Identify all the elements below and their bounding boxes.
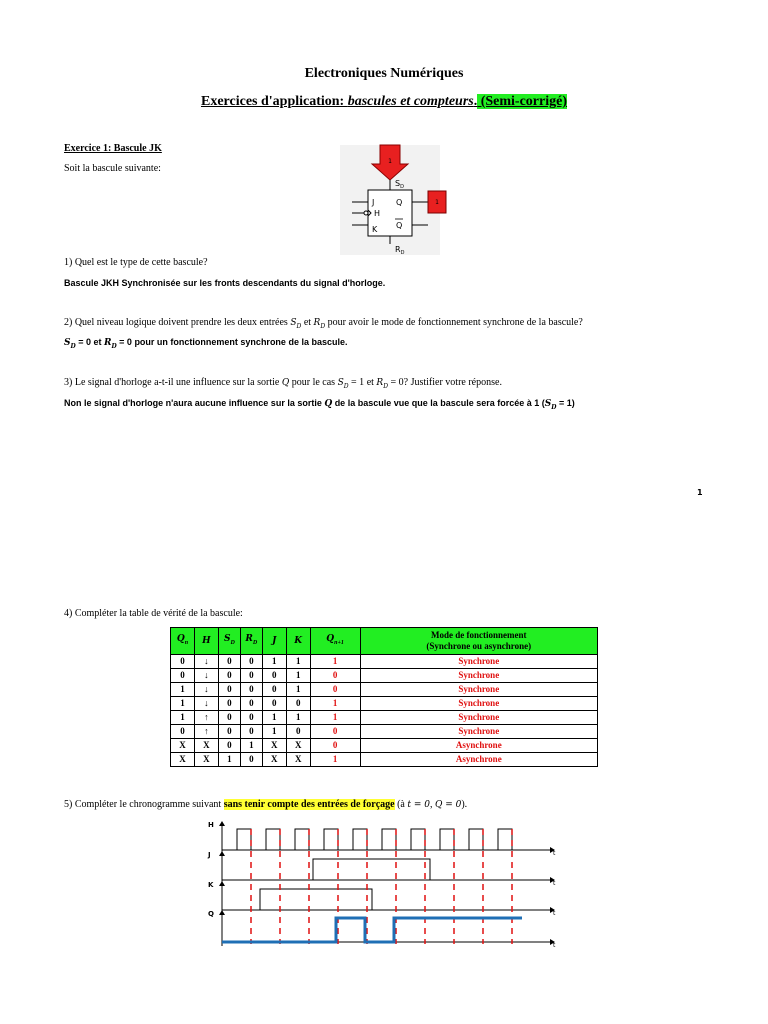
table-cell: ↓ [194, 683, 218, 697]
q2-et: et [301, 317, 314, 328]
table-cell: ↓ [194, 669, 218, 683]
table-cell: X [286, 739, 310, 753]
q5-t: t = 0 [407, 800, 430, 810]
label-rd: $R_D$ [395, 245, 405, 256]
answer-2 [64, 336, 347, 353]
table-cell: 0 [240, 725, 262, 739]
time-label: t [553, 910, 556, 917]
q2-text-b: pour avoir le mode de fonctionnement synchrone de la bascule? [325, 317, 583, 328]
table-cell: 1 [286, 669, 310, 683]
table-cell: ↓ [194, 697, 218, 711]
label-k: K [372, 225, 378, 234]
subtitle-topic: bascules et compteurs [347, 94, 474, 109]
truth-table [170, 627, 598, 767]
table-cell: Synchrone [360, 655, 597, 669]
table-cell: 1 [171, 683, 195, 697]
table-cell: ↓ [194, 655, 218, 669]
table-cell: 0 [310, 725, 360, 739]
table-row [171, 669, 598, 683]
table-cell: 0 [171, 725, 195, 739]
time-label: t [553, 942, 556, 949]
table-row [171, 655, 598, 669]
table-cell: X [171, 753, 195, 767]
q3-text-b: pour le cas [289, 377, 338, 388]
a3-sd: $S_D$ [544, 399, 557, 411]
table-cell: 1 [286, 683, 310, 697]
table-row [171, 753, 598, 767]
table-cell: 0 [240, 669, 262, 683]
a3-text-c: ) [571, 398, 575, 408]
table-cell: 0 [262, 669, 286, 683]
table-cell: ↑ [194, 711, 218, 725]
j-waveform [222, 859, 540, 880]
question-5 [64, 799, 467, 811]
table-cell: 1 [262, 655, 286, 669]
q5-comma: , [429, 799, 435, 810]
exercise-intro: Soit la bascule suivante: [64, 163, 161, 174]
table-cell: 0 [240, 683, 262, 697]
table-cell: X [194, 753, 218, 767]
table-cell: X [262, 753, 286, 767]
q5-text-b: (à [394, 799, 408, 810]
table-row [171, 697, 598, 711]
table-cell: 0 [171, 669, 195, 683]
table-cell: 0 [310, 669, 360, 683]
table-cell: 1 [262, 725, 286, 739]
q3-text-c: ? Justifier votre réponse. [403, 377, 502, 388]
table-cell: 1 [171, 697, 195, 711]
a2-sd: $S_D$ [64, 338, 76, 350]
table-cell: 0 [286, 697, 310, 711]
table-cell: 0 [310, 683, 360, 697]
signal-label: J [208, 851, 211, 859]
a2-et: et [90, 337, 104, 347]
table-cell: 1 [310, 753, 360, 767]
q3-rd: $R_D$ [376, 378, 388, 390]
table-cell: 0 [218, 697, 240, 711]
table-cell: Asynchrone [360, 753, 597, 767]
table-cell: 0 [262, 697, 286, 711]
q3-et: et [364, 377, 377, 388]
truth-table-header [171, 628, 598, 655]
q2-rd: $R_D$ [313, 318, 326, 330]
question-3 [64, 377, 502, 393]
a2-rest: pour un fonctionnement synchrone de la bascule. [131, 337, 348, 347]
table-cell: 1 [262, 711, 286, 725]
table-cell: 0 [240, 753, 262, 767]
subtitle-prefix: Exercices d'application: [200, 94, 348, 109]
table-cell: 1 [310, 655, 360, 669]
clock-bubble [364, 211, 368, 215]
a2-eq0: = 0 [75, 337, 91, 347]
table-cell: 0 [171, 655, 195, 669]
a2-rd: $R_D$ [103, 338, 117, 350]
table-cell: 0 [218, 655, 240, 669]
label-qbar: Q [396, 221, 403, 230]
table-cell: Synchrone [360, 683, 597, 697]
table-cell: 0 [218, 669, 240, 683]
q2-text-a: 2) Quel niveau logique doivent prendre les deux entrées [64, 317, 291, 328]
table-cell: ↑ [194, 725, 218, 739]
page-title: Electroniques Numériques [304, 66, 464, 81]
q5-text-a: 5) Compléter le chronogramme suivant [64, 799, 224, 810]
answer-1: Bascule JKH Synchronisée sur les fronts descendants du signal d'horloge. [64, 278, 386, 288]
table-cell: X [194, 739, 218, 753]
q5-q: Q = 0 [434, 800, 462, 810]
label-q: Q [396, 198, 403, 207]
q3-eq0: = 0 [388, 377, 404, 388]
table-row [171, 725, 598, 739]
table-row [171, 711, 598, 725]
table-cell: 0 [240, 697, 262, 711]
table-cell: X [286, 753, 310, 767]
table-cell: 0 [218, 725, 240, 739]
label-j: J [372, 198, 375, 207]
table-row [171, 683, 598, 697]
subtitle-dot: . [473, 94, 478, 109]
header-cell: $S_D$ [218, 628, 240, 655]
axis-arrow-icon [219, 851, 225, 856]
page-subtitle [0, 94, 768, 110]
table-cell: 0 [262, 683, 286, 697]
a2-eq0b: = 0 [116, 337, 132, 347]
header-cell: $Q_{n+1}$ [310, 628, 360, 655]
table-cell: Synchrone [360, 669, 597, 683]
table-cell: Synchrone [360, 711, 597, 725]
table-row [171, 739, 598, 753]
header-cell: K [286, 628, 310, 655]
header-cell: H [194, 628, 218, 655]
question-4: 4) Compléter la table de vérité de la bascule: [64, 608, 243, 619]
q-waveform [222, 918, 522, 942]
arrow-marker: 1 [388, 158, 392, 165]
q3-q: Q [281, 378, 290, 388]
header-cell: $Q_n$ [171, 628, 195, 655]
time-label: t [553, 880, 556, 887]
a3-text-b: de la bascule vue que la bascule sera forcée à 1 ( [332, 398, 545, 408]
axis-arrow-icon [219, 821, 225, 826]
table-cell: 1 [240, 739, 262, 753]
table-cell: 0 [218, 711, 240, 725]
q3-text-a: 3) Le signal d'horloge a-t-il une influence sur la sortie [64, 377, 282, 388]
table-cell: 0 [240, 655, 262, 669]
table-cell: 1 [218, 753, 240, 767]
axis-arrow-icon [219, 910, 225, 915]
q2-sd: $S_D$ [290, 318, 302, 330]
table-cell: Synchrone [360, 725, 597, 739]
table-cell: 0 [310, 739, 360, 753]
box-marker: 1 [435, 199, 439, 206]
table-cell: 1 [310, 711, 360, 725]
table-cell: 1 [286, 655, 310, 669]
signal-label: H [208, 821, 214, 829]
label-sd: $S_D$ [395, 179, 404, 190]
table-cell: 0 [218, 739, 240, 753]
question-2 [64, 317, 583, 333]
table-cell: 0 [218, 683, 240, 697]
axis-arrow-icon [219, 881, 225, 886]
table-cell: Asynchrone [360, 739, 597, 753]
table-cell: 0 [286, 725, 310, 739]
table-cell: 1 [286, 711, 310, 725]
table-cell: X [171, 739, 195, 753]
mode-header-cell: Mode de fonctionnement (Synchrone ou asynchrone) [360, 628, 597, 655]
q5-highlight: sans tenir compte des entrées de forçage [223, 799, 395, 810]
answer-3 [64, 397, 575, 414]
question-1: 1) Quel est le type de cette bascule? [64, 257, 208, 268]
signal-label: Q [208, 910, 214, 918]
chronogram [200, 815, 570, 955]
table-cell: Synchrone [360, 697, 597, 711]
a3-text-a: Non le signal d'horloge n'aura aucune influence sur la sortie [64, 398, 325, 408]
header-cell: $R_D$ [240, 628, 262, 655]
side-marker: 1 [697, 488, 703, 497]
table-cell: 1 [171, 711, 195, 725]
table-cell: X [262, 739, 286, 753]
jk-flipflop-diagram [330, 140, 460, 260]
semi-corrige-badge: (Semi-corrigé) [477, 94, 568, 109]
q5-text-c: ). [461, 799, 468, 810]
a3-eq: = 1 [556, 398, 572, 408]
table-cell: 1 [310, 697, 360, 711]
exercise-heading: Exercice 1: Bascule JK [64, 143, 162, 154]
header-cell: J [262, 628, 286, 655]
signal-label: K [208, 881, 214, 889]
k-waveform [222, 889, 540, 910]
label-h: H [374, 209, 381, 218]
table-cell: 0 [240, 711, 262, 725]
clock-waveform [222, 829, 530, 850]
time-label: t [553, 850, 556, 857]
q3-eq1: = 1 [348, 377, 365, 388]
q3-sd: $S_D$ [337, 378, 349, 390]
a3-q: Q [324, 399, 333, 409]
